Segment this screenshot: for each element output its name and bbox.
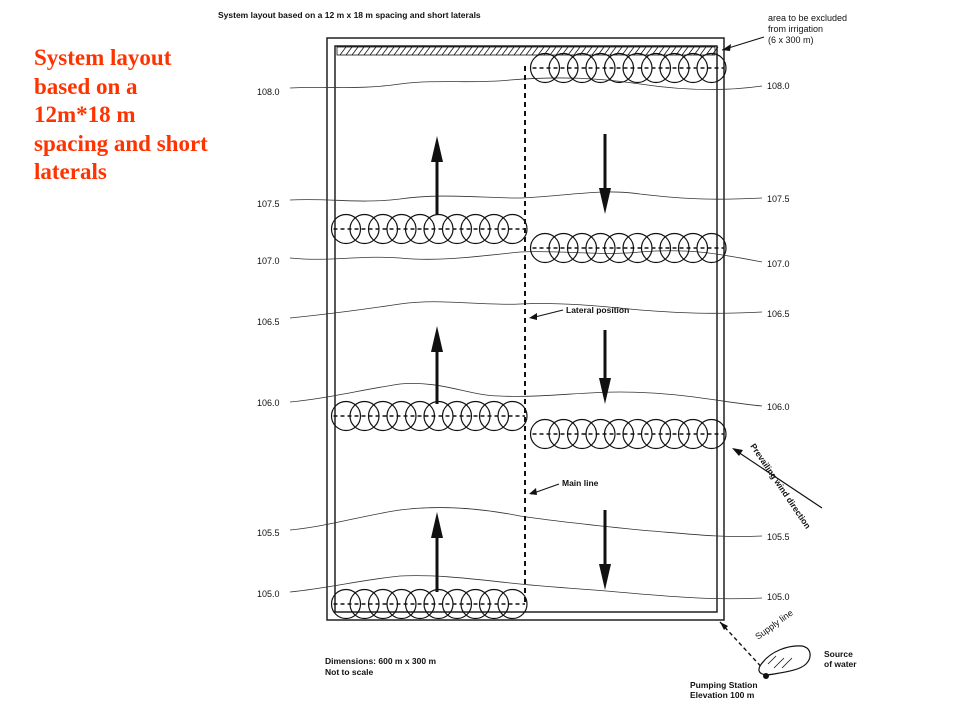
contour-label-left: 107.0 — [257, 256, 280, 266]
contour-label-right: 106.0 — [767, 402, 790, 412]
source-label-line-2: of water — [824, 659, 857, 669]
lateral-row — [332, 402, 528, 431]
excluded-note-line-2: from irrigation — [768, 24, 824, 34]
contour-label-right: 105.5 — [767, 532, 790, 542]
contour-labels — [257, 81, 790, 602]
arrow-down — [599, 134, 611, 214]
pumping-label-line-1: Pumping Station — [690, 680, 758, 690]
contour-label-right: 107.5 — [767, 194, 790, 204]
contour-label-left: 106.0 — [257, 398, 280, 408]
supply-line-label: Supply line — [753, 607, 795, 642]
arrow-down — [599, 510, 611, 590]
contour-label-right: 107.0 — [767, 259, 790, 269]
arrow-up — [431, 326, 443, 404]
lateral-position-label: Lateral position — [566, 305, 630, 315]
flow-arrows — [431, 134, 611, 592]
contour-label-right: 108.0 — [767, 81, 790, 91]
water-source-pond — [759, 646, 810, 675]
laterals — [332, 54, 727, 619]
excluded-note-line-1: area to be excluded — [768, 13, 848, 23]
water-supply — [690, 608, 857, 700]
dimensions-line-2: Not to scale — [325, 667, 374, 677]
contour-label-left: 105.5 — [257, 528, 280, 538]
arrow-up — [431, 512, 443, 592]
contour-label-left: 105.0 — [257, 589, 280, 599]
contour-label-left: 106.5 — [257, 317, 280, 327]
source-label-line-1: Source — [824, 649, 853, 659]
wind-direction-label: Prevailing wind direction — [748, 441, 813, 531]
pumping-station-icon — [763, 673, 769, 679]
lateral-row — [531, 234, 727, 263]
slide-title: System layout based on a 12m*18 m spacing and short laterals — [34, 45, 208, 184]
main-line-label: Main line — [562, 478, 599, 488]
main-line-arrowhead — [529, 488, 537, 495]
excluded-area-note — [722, 13, 847, 51]
arrow-up — [431, 136, 443, 214]
contour-label-right: 105.0 — [767, 592, 790, 602]
dimensions-line-1: Dimensions: 600 m x 300 m — [325, 656, 437, 666]
excluded-note-line-3: (6 x 300 m) — [768, 35, 814, 45]
contour-label-right: 106.5 — [767, 309, 790, 319]
arrow-down — [599, 330, 611, 404]
lateral-row — [531, 420, 727, 449]
lateral-row — [332, 590, 528, 619]
lateral-position-arrowhead — [529, 313, 537, 320]
contour-label-left: 108.0 — [257, 87, 280, 97]
diagram-header: System layout based on a 12 m x 18 m spacing and short laterals — [218, 10, 481, 20]
wind-direction — [732, 442, 822, 531]
lateral-row — [332, 215, 528, 244]
contour-label-left: 107.5 — [257, 199, 280, 209]
pumping-label-line-2: Elevation 100 m — [690, 690, 755, 700]
